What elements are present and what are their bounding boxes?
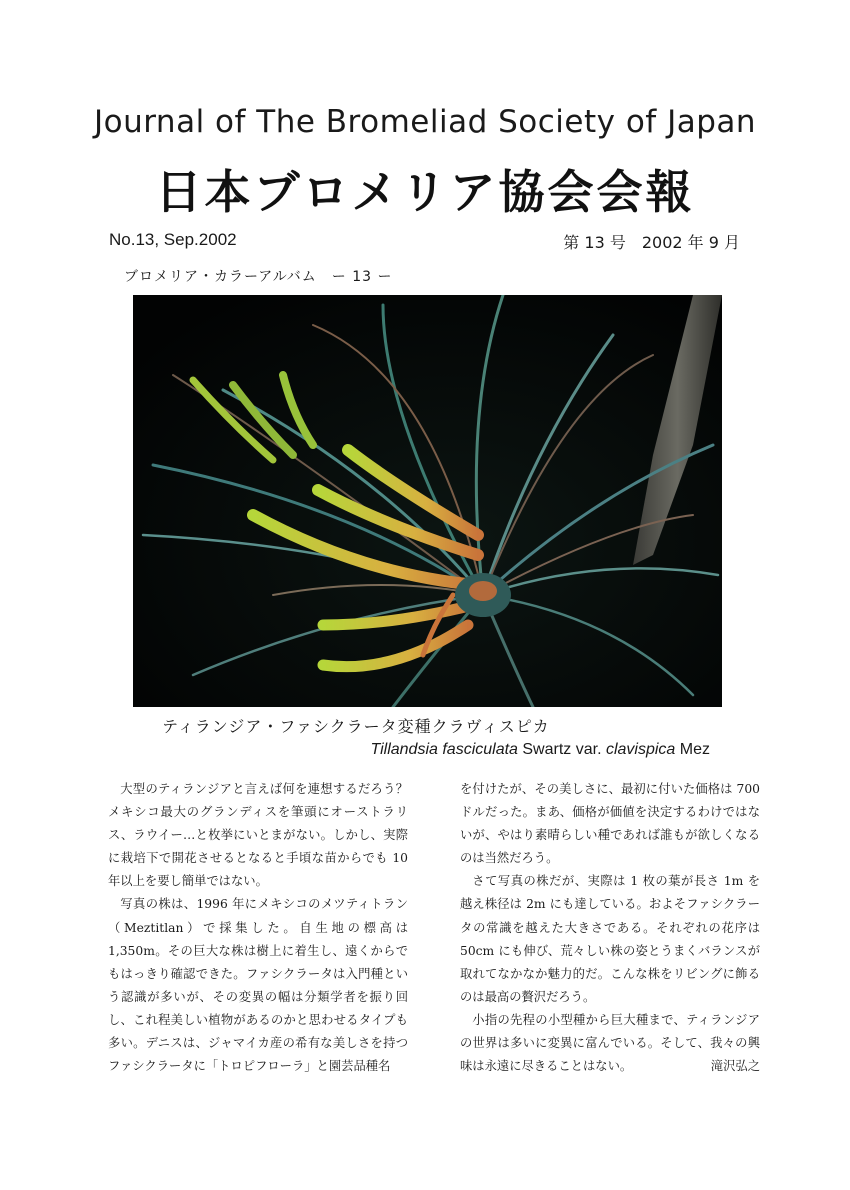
paragraph: 大型のティランジアと言えば何を連想するだろう？メキシコ最大のグランディスを筆頭にオーストラリス、ラウイー…と枚挙にいとまがない。しかし、実際に栽培下で開花させるとなると手頃な苗からでも 10 年以上を要し簡単ではない。 (108, 782, 408, 889)
caption-variety: clavispica (605, 741, 676, 758)
article-column-right (460, 778, 760, 1078)
journal-title-ja: 日本ブロメリア協会会報 (155, 165, 695, 219)
paragraph: 写真の株は、1996 年にメキシコのメツティトラン（Meztitlan）で採集した。自生地の標高は 1,350m。その巨大な株は樹上に着生し、遠くからでもはっきり確認できた。ファシクラータは入門種という認識が多いが、その変異の幅は分類学者を振り回し、これ程美しい植物があるのかと思わせるタイプも多い。デニスは、ジャマイカ産の希有な美しさを持つファシクラータに「トロピフローラ」と園芸品種名 (108, 897, 408, 1074)
section-label: ブロメリア・カラーアルバム ー 13 ー (124, 269, 393, 285)
paragraph: さて写真の株だが、実際は 1 枚の葉が長さ 1m を越え株径は 2m にも達している。およそファシクラータの常識を越えた大きさである。それぞれの花序は 50cm にも伸び、荒々しい株の姿とうまくバランスが取れてなかなか魅力的だ。こんな株をリビングに飾るのは最高の贅沢だろう。 (460, 874, 760, 1004)
caption-japanese: ティランジア・ファシクラータ変種クラヴィスピカ (162, 717, 550, 736)
issue-number-en: No.13, Sep.2002 (109, 230, 237, 249)
caption-author-1: Swartz var. (517, 741, 606, 758)
article-column-left (108, 778, 408, 1078)
caption-author-2: Mez (675, 741, 710, 758)
plant-photo (133, 295, 722, 707)
paragraph (460, 1009, 760, 1078)
caption-species: Tillandsia fasciculata (370, 741, 518, 758)
paragraph-text: 小指の先程の小型種から巨大種まで、ティランジアの世界は多いに変異に富んでいる。そして、我々の興味は永遠に尽きることはない。 (460, 1012, 760, 1074)
paragraph: を付けたが、その美しさに、最初に付いた価格は 700 ドルだった。まあ、価格が価値を決定するわけではないが、やはり素晴らしい種であれば誰もが欲しくなるのは当然だろう。 (460, 782, 760, 866)
caption-scientific-name (370, 741, 710, 759)
author-name: 滝沢弘之 (710, 1059, 760, 1074)
issue-number-ja: 第 13 号 2002 年 9 月 (563, 233, 740, 252)
journal-title-en: Journal of The Bromeliad Society of Japan (93, 104, 757, 140)
